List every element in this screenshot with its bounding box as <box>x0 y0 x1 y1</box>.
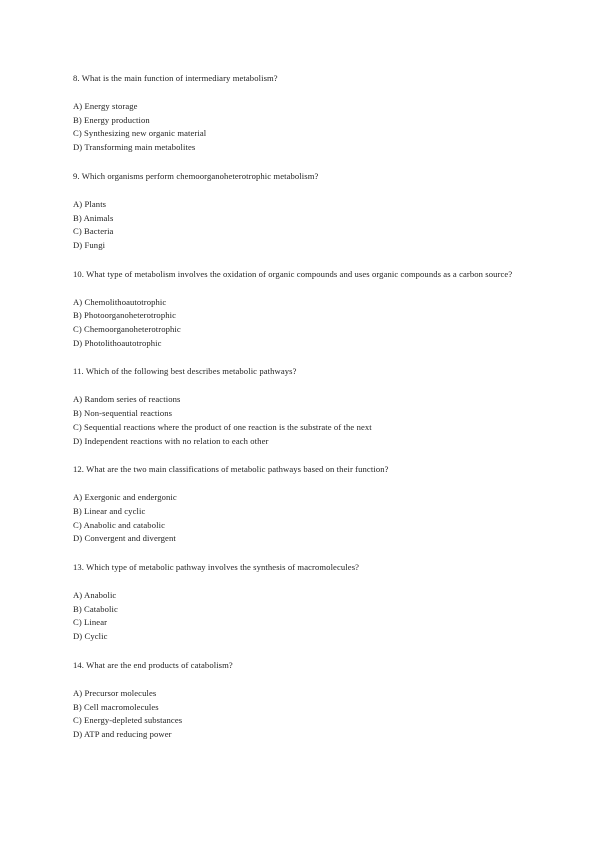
answer-option: C) Sequential reactions where the product of one reaction is the substrate of the next <box>73 421 372 432</box>
answer-option: C) Energy-depleted substances <box>73 715 183 726</box>
question-text: 10. What type of metabolism involves the oxidation of organic compounds and uses organic compounds as a carbon source? <box>73 268 513 279</box>
answer-option: D) Fungi <box>73 239 106 250</box>
question-text: 13. Which type of metabolic pathway involves the synthesis of macromolecules? <box>73 562 360 573</box>
answer-option: C) Linear <box>73 617 108 628</box>
answer-option: B) Energy production <box>73 114 150 125</box>
answer-option: B) Photoorganoheterotrophic <box>73 310 177 321</box>
question-block-11 <box>73 365 553 448</box>
question-text: 14. What are the end products of catabolism? <box>73 659 233 670</box>
answer-option: D) ATP and reducing power <box>73 728 172 739</box>
question-text: 8. What is the main function of intermediary metabolism? <box>73 73 278 83</box>
answer-option: C) Bacteria <box>73 226 114 237</box>
answer-option: D) Cyclic <box>73 631 108 642</box>
answer-option: D) Convergent and divergent <box>73 533 176 544</box>
answer-option: D) Transforming main metabolites <box>73 142 196 153</box>
answer-options <box>73 589 553 644</box>
answer-option: A) Random series of reactions <box>73 394 181 405</box>
answer-option: C) Chemoorganoheterotrophic <box>73 324 181 335</box>
answer-options <box>73 296 553 351</box>
answer-option: A) Exergonic and endergonic <box>73 492 177 503</box>
answer-option: B) Linear and cyclic <box>73 505 146 516</box>
answer-option: B) Non-sequential reactions <box>73 408 173 419</box>
question-block-10 <box>73 268 553 351</box>
question-block-14 <box>73 659 553 742</box>
answer-options <box>73 393 553 448</box>
answer-option: C) Synthesizing new organic material <box>73 128 207 139</box>
question-list <box>73 72 553 757</box>
question-block-8 <box>73 72 553 155</box>
answer-option: A) Chemolithoautotrophic <box>73 296 167 307</box>
question-block-13 <box>73 561 553 644</box>
answer-option: A) Plants <box>73 198 107 209</box>
question-text: 11. Which of the following best describes metabolic pathways? <box>73 366 297 377</box>
answer-option: B) Catabolic <box>73 603 118 614</box>
answer-options <box>73 198 553 253</box>
question-text: 12. What are the two main classifications of metabolic pathways based on their function? <box>73 464 389 475</box>
question-block-9 <box>73 170 553 253</box>
answer-option: B) Cell macromolecules <box>73 701 159 712</box>
question-block-12 <box>73 463 553 546</box>
answer-option: A) Energy storage <box>73 101 138 111</box>
answer-option: D) Independent reactions with no relation to each other <box>73 435 269 446</box>
answer-options <box>73 491 553 546</box>
answer-option: C) Anabolic and catabolic <box>73 519 165 530</box>
answer-options <box>73 100 553 155</box>
answer-option: A) Anabolic <box>73 590 117 601</box>
question-text: 9. Which organisms perform chemoorganoheterotrophic metabolism? <box>73 170 319 181</box>
answer-option: B) Animals <box>73 212 114 223</box>
answer-option: D) Photolithoautotrophic <box>73 337 162 348</box>
answer-option: A) Precursor molecules <box>73 687 157 698</box>
answer-options <box>73 687 553 742</box>
